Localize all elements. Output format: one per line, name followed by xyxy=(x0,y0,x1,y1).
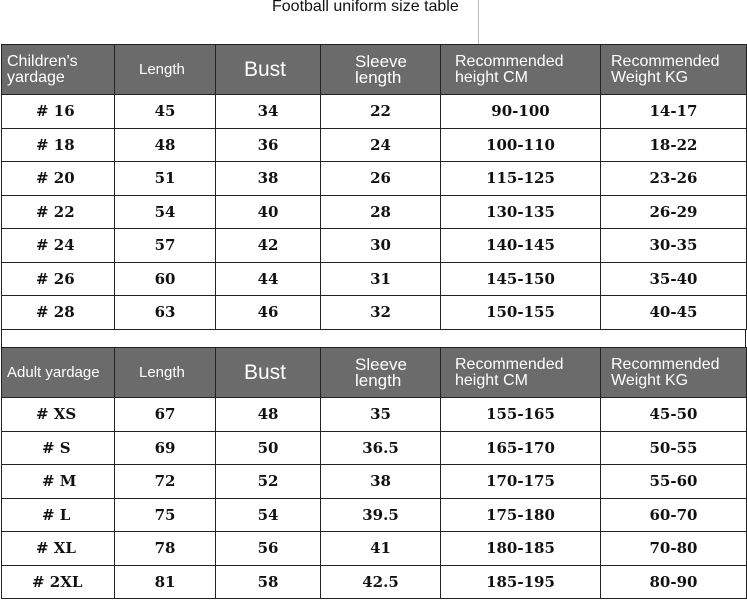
section-gap xyxy=(1,329,746,347)
sleeve-cell: 31 xyxy=(321,262,441,296)
table-row xyxy=(2,431,747,465)
size-cell: # 24 xyxy=(2,229,115,263)
height-cell: 165-170 xyxy=(441,431,601,465)
children-header-length: Length xyxy=(115,45,216,95)
size-cell: # XL xyxy=(2,532,115,566)
page-title: Football uniform size table xyxy=(272,0,459,15)
height-cell: 130-135 xyxy=(441,195,601,229)
height-cell: 140-145 xyxy=(441,229,601,263)
sleeve-cell: 41 xyxy=(321,532,441,566)
length-cell: 72 xyxy=(115,465,216,499)
weight-cell: 14-17 xyxy=(601,95,747,129)
size-cell: # M xyxy=(2,465,115,499)
table-row xyxy=(2,162,747,196)
weight-cell: 50-55 xyxy=(601,431,747,465)
sleeve-cell: 22 xyxy=(321,95,441,129)
weight-cell: 60-70 xyxy=(601,498,747,532)
height-cell: 155-165 xyxy=(441,398,601,432)
table-row xyxy=(2,229,747,263)
title-box xyxy=(0,0,479,44)
size-cell: # S xyxy=(2,431,115,465)
length-cell: 57 xyxy=(115,229,216,263)
length-cell: 81 xyxy=(115,565,216,599)
size-cell: # 22 xyxy=(2,195,115,229)
length-cell: 67 xyxy=(115,398,216,432)
size-cell: # 18 xyxy=(2,128,115,162)
height-cell: 185-195 xyxy=(441,565,601,599)
weight-cell: 55-60 xyxy=(601,465,747,499)
weight-cell: 45-50 xyxy=(601,398,747,432)
weight-cell: 23-26 xyxy=(601,162,747,196)
sleeve-cell: 30 xyxy=(321,229,441,263)
size-cell: # L xyxy=(2,498,115,532)
weight-cell: 35-40 xyxy=(601,262,747,296)
bust-cell: 56 xyxy=(216,532,321,566)
sleeve-cell: 26 xyxy=(321,162,441,196)
adult-header-height: Recommended height CM xyxy=(441,348,601,398)
table-row xyxy=(2,95,747,129)
adult-header-weight: Recommended Weight KG xyxy=(601,348,747,398)
bust-cell: 48 xyxy=(216,398,321,432)
children-header-bust: Bust xyxy=(216,45,321,95)
children-header-size: Children's yardage xyxy=(2,45,115,95)
height-cell: 175-180 xyxy=(441,498,601,532)
table-row xyxy=(2,195,747,229)
table-row xyxy=(2,262,747,296)
bust-cell: 58 xyxy=(216,565,321,599)
weight-cell: 70-80 xyxy=(601,532,747,566)
size-cell: # XS xyxy=(2,398,115,432)
height-cell: 145-150 xyxy=(441,262,601,296)
bust-cell: 52 xyxy=(216,465,321,499)
length-cell: 78 xyxy=(115,532,216,566)
adult-header-size: Adult yardage xyxy=(2,348,115,398)
children-size-table xyxy=(1,44,747,330)
bust-cell: 50 xyxy=(216,431,321,465)
height-cell: 100-110 xyxy=(441,128,601,162)
sleeve-cell: 38 xyxy=(321,465,441,499)
length-cell: 45 xyxy=(115,95,216,129)
bust-cell: 44 xyxy=(216,262,321,296)
height-cell: 90-100 xyxy=(441,95,601,129)
height-cell: 150-155 xyxy=(441,296,601,330)
weight-cell: 18-22 xyxy=(601,128,747,162)
length-cell: 69 xyxy=(115,431,216,465)
weight-cell: 30-35 xyxy=(601,229,747,263)
size-cell: # 28 xyxy=(2,296,115,330)
length-cell: 60 xyxy=(115,262,216,296)
length-cell: 51 xyxy=(115,162,216,196)
table-row xyxy=(2,565,747,599)
blank-corner xyxy=(479,0,747,44)
height-cell: 180-185 xyxy=(441,532,601,566)
bust-cell: 42 xyxy=(216,229,321,263)
sleeve-cell: 32 xyxy=(321,296,441,330)
bust-cell: 36 xyxy=(216,128,321,162)
length-cell: 63 xyxy=(115,296,216,330)
size-cell: # 2XL xyxy=(2,565,115,599)
bust-cell: 38 xyxy=(216,162,321,196)
weight-cell: 26-29 xyxy=(601,195,747,229)
length-cell: 75 xyxy=(115,498,216,532)
height-cell: 170-175 xyxy=(441,465,601,499)
length-cell: 54 xyxy=(115,195,216,229)
adult-size-table xyxy=(1,347,747,599)
bust-cell: 34 xyxy=(216,95,321,129)
weight-cell: 40-45 xyxy=(601,296,747,330)
sleeve-cell: 35 xyxy=(321,398,441,432)
height-cell: 115-125 xyxy=(441,162,601,196)
sleeve-cell: 36.5 xyxy=(321,431,441,465)
sleeve-cell: 28 xyxy=(321,195,441,229)
table-row xyxy=(2,296,747,330)
size-cell: # 16 xyxy=(2,95,115,129)
adult-header-length: Length xyxy=(115,348,216,398)
table-row xyxy=(2,465,747,499)
size-cell: # 20 xyxy=(2,162,115,196)
sleeve-cell: 39.5 xyxy=(321,498,441,532)
bust-cell: 54 xyxy=(216,498,321,532)
size-cell: # 26 xyxy=(2,262,115,296)
weight-cell: 80-90 xyxy=(601,565,747,599)
bust-cell: 46 xyxy=(216,296,321,330)
adult-header-bust: Bust xyxy=(216,348,321,398)
children-header-weight: Recommended Weight KG xyxy=(601,45,747,95)
children-header-sleeve: Sleeve length xyxy=(321,45,441,95)
length-cell: 48 xyxy=(115,128,216,162)
table-row xyxy=(2,398,747,432)
bust-cell: 40 xyxy=(216,195,321,229)
table-row xyxy=(2,128,747,162)
table-row xyxy=(2,532,747,566)
sleeve-cell: 24 xyxy=(321,128,441,162)
adult-header-sleeve: Sleeve length xyxy=(321,348,441,398)
sleeve-cell: 42.5 xyxy=(321,565,441,599)
table-row xyxy=(2,498,747,532)
children-header-height: Recommended height CM xyxy=(441,45,601,95)
